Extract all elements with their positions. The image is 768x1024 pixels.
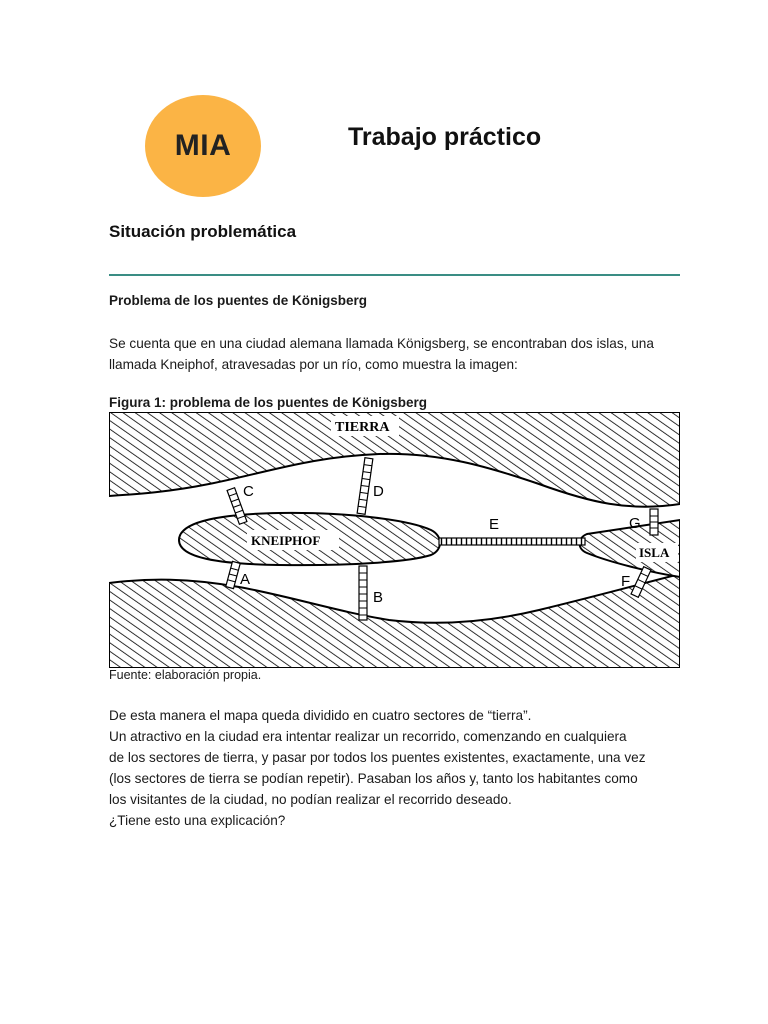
body-line: de los sectores de tierra, y pasar por todos los puentes existentes, exactamente, una vez bbox=[109, 750, 646, 765]
body-line: los visitantes de la ciudad, no podían realizar el recorrido deseado. bbox=[109, 792, 512, 807]
label-bridge-b: B bbox=[373, 589, 384, 606]
label-bridge-f: F bbox=[621, 573, 631, 590]
bridge-b bbox=[359, 566, 367, 620]
bridge-d bbox=[357, 458, 373, 515]
label-bridge-e: E bbox=[489, 516, 500, 533]
body-line: ¿Tiene esto una explicación? bbox=[109, 813, 286, 828]
body-line: (los sectores de tierra se podían repetir). Pasaban los años y, tanto los habitantes como bbox=[109, 771, 638, 786]
label-bridge-a: A bbox=[240, 571, 251, 588]
body-line: De esta manera el mapa queda dividido en cuatro sectores de “tierra”. bbox=[109, 708, 532, 723]
section-title: Situación problemática bbox=[109, 222, 297, 241]
intro-paragraph: Se cuenta que en una ciudad alemana llamada Königsberg, se encontraban dos islas, una llamada Kneiphof, atravesadas por un río, como muestra la imagen: bbox=[109, 336, 654, 372]
section-divider bbox=[109, 274, 680, 276]
bridge-g bbox=[650, 509, 658, 535]
logo-text: MIA bbox=[174, 129, 232, 162]
figure-source: Fuente: elaboración propia. bbox=[109, 668, 262, 682]
label-bridge-d: D bbox=[373, 483, 384, 500]
body-line: Un atractivo en la ciudad era intentar realizar un recorrido, comenzando en cualquiera bbox=[109, 729, 627, 744]
bridge-e bbox=[439, 538, 585, 545]
label-isla: ISLA bbox=[639, 545, 670, 560]
figure-caption: Figura 1: problema de los puentes de Königsberg bbox=[109, 395, 428, 410]
label-tierra: TIERRA bbox=[335, 420, 390, 435]
label-bridge-g: G bbox=[629, 515, 641, 532]
page-title: Trabajo práctico bbox=[348, 123, 542, 151]
body-paragraph bbox=[109, 705, 681, 831]
mia-logo bbox=[145, 95, 261, 197]
label-bridge-c: C bbox=[243, 483, 254, 500]
label-kneiphof: KNEIPHOF bbox=[251, 533, 321, 548]
konigsberg-bridges-map bbox=[109, 412, 680, 668]
problem-title: Problema de los puentes de Königsberg bbox=[109, 293, 368, 308]
bridge-a bbox=[226, 561, 240, 588]
south-bank bbox=[109, 574, 680, 668]
